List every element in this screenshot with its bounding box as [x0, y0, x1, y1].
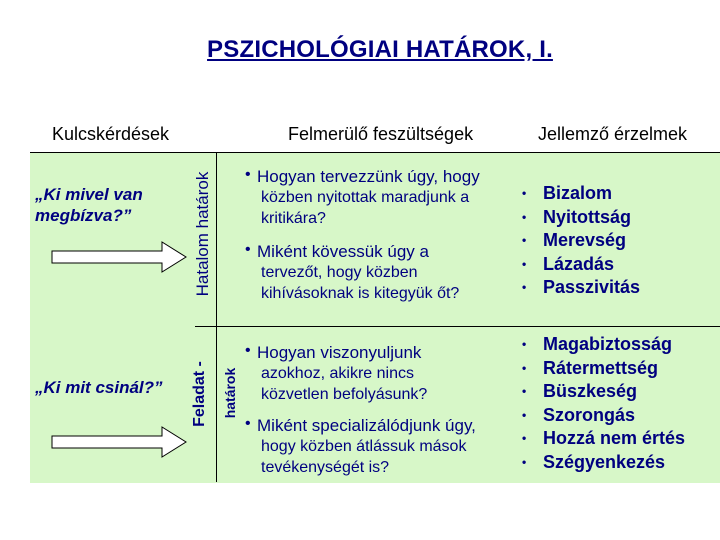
question-who-does-what: „Ki mit csinál?” — [35, 378, 163, 397]
tension-text: Hogyan tervezzünk úgy, hogy — [257, 167, 480, 186]
emotion-item: • Nyitottság — [520, 206, 640, 230]
tension-text: Miként kövessük úgy a — [257, 242, 429, 261]
tension-item — [245, 241, 513, 304]
tension-item — [245, 415, 513, 478]
tension-text: Hogyan viszonyuljunk — [257, 343, 422, 362]
row-divider — [195, 326, 720, 327]
emotion-item: • Merevség — [520, 229, 640, 253]
bullet-icon: • — [245, 166, 251, 183]
page-title: PSZICHOLÓGIAI HATÁROK, I. — [207, 36, 553, 63]
emotion-item: • Passzivitás — [520, 276, 640, 300]
emotion-item: • Rátermettség — [520, 357, 685, 381]
tension-text: Miként specializálódjunk úgy, — [257, 416, 476, 435]
question-who-is-entrusted: „Ki mivel van megbízva?” — [35, 185, 143, 225]
header-divider — [30, 152, 720, 153]
tension-text: közben nyitottak maradjunk a kritikára? — [261, 189, 470, 227]
emotions-list-task — [520, 333, 685, 474]
task-boundaries-label: Feladat - — [191, 361, 208, 427]
tension-text: tervezőt, hogy közben kihívásoknak is kitegyük őt? — [261, 264, 460, 302]
emotion-item: • Szégyenkezés — [520, 451, 685, 475]
emotion-item: • Bizalom — [520, 182, 640, 206]
header-emotions: Jellemző érzelmek — [538, 124, 688, 144]
power-boundaries-label: Hatalom határok — [193, 171, 212, 297]
emotion-item: • Magabiztosság — [520, 333, 685, 357]
tension-text: azokhoz, akikre nincs közvetlen befolyásunk? — [261, 365, 428, 403]
emotion-item: • Hozzá nem értés — [520, 427, 685, 451]
emotions-list-power — [520, 182, 640, 300]
header-tensions: Felmerülő feszültségek — [288, 124, 474, 144]
arrow-right-icon — [50, 240, 190, 274]
emotion-item: • Lázadás — [520, 253, 640, 277]
bullet-icon: • — [245, 415, 251, 432]
header-key-questions: Kulcskérdések — [52, 124, 170, 144]
task-boundaries-label-2: határok — [222, 367, 238, 419]
arrow-right-icon — [50, 425, 190, 459]
tension-text: hogy közben átlássuk mások tevékenységét is? — [261, 438, 467, 476]
tension-item — [245, 166, 513, 229]
emotion-item: • Szorongás — [520, 404, 685, 428]
bullet-icon: • — [245, 342, 251, 359]
tension-item — [245, 342, 513, 405]
emotion-item: • Büszkeség — [520, 380, 685, 404]
bullet-icon: • — [245, 241, 251, 258]
